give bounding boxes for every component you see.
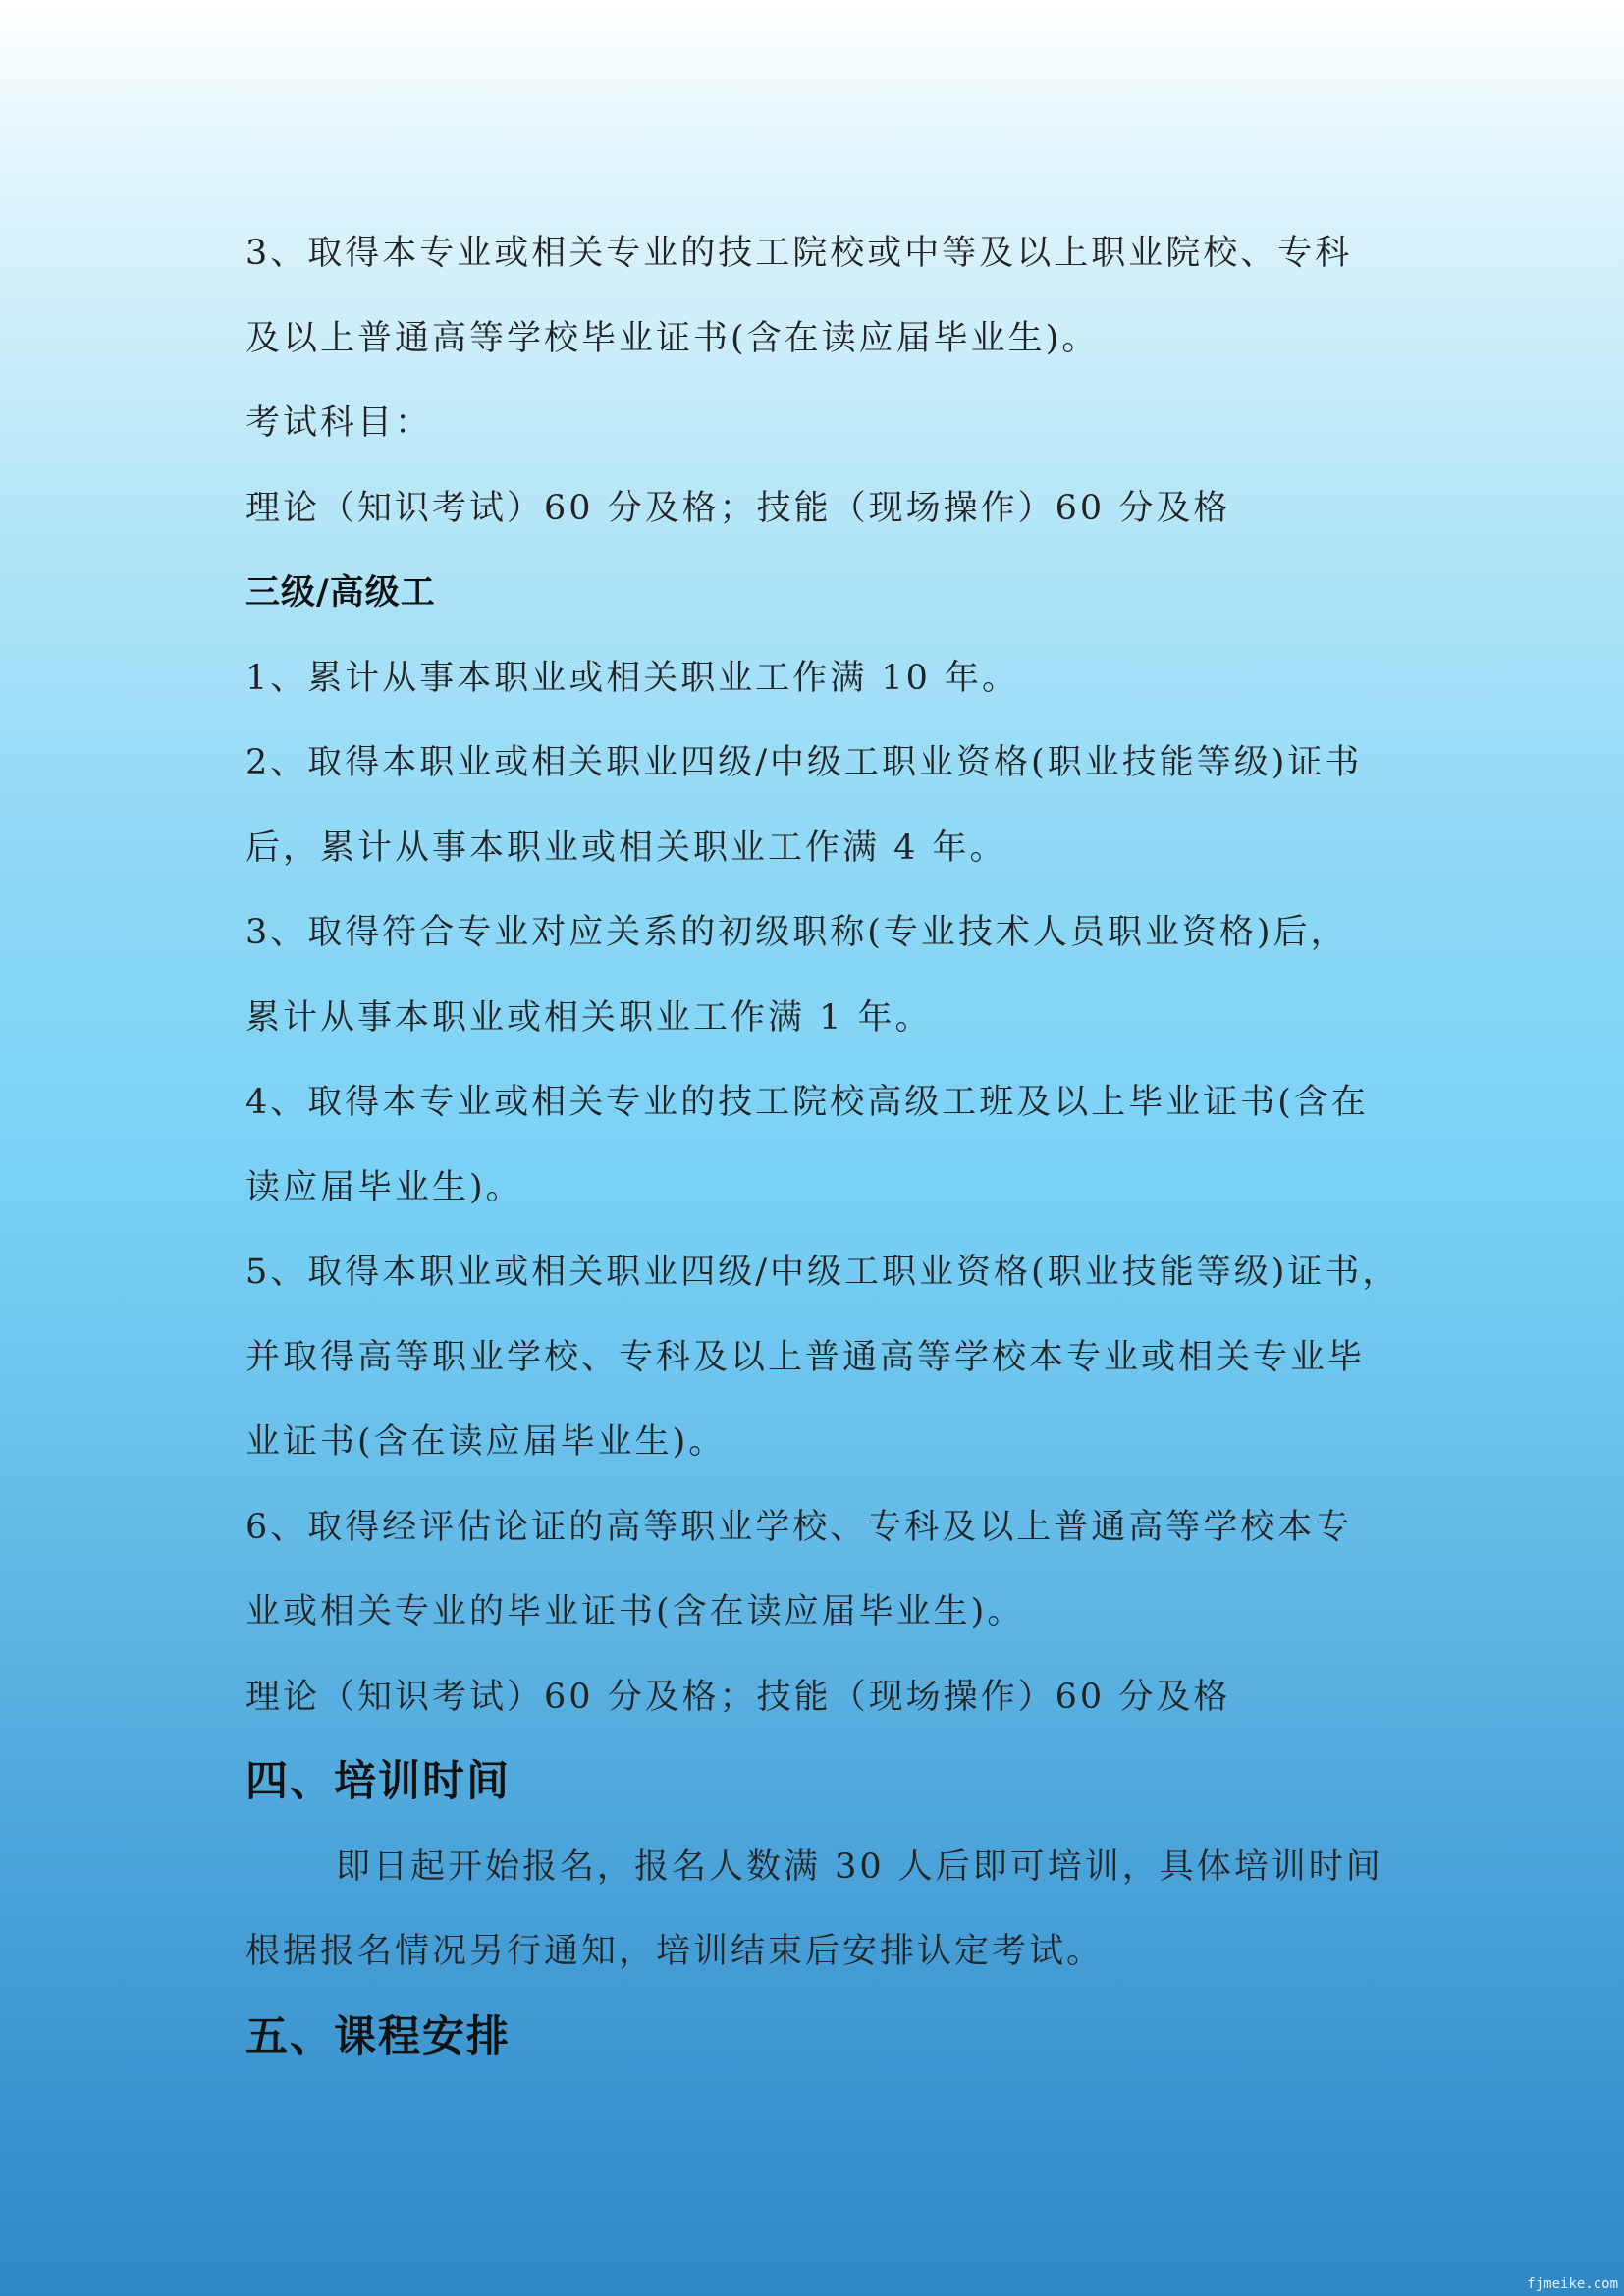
level3-condition-6-cont: 业或相关专业的毕业证书(含在读应届毕业生)。 — [245, 1592, 1025, 1631]
training-time-paragraph: 即日起开始报名，报名人数满 30 人后即可培训，具体培训时间 — [336, 1846, 1383, 1887]
level3-condition-6: 6、取得经评估论证的高等职业学校、专科及以上普通高等学校本专 — [245, 1507, 1353, 1547]
level3-condition-2: 2、取得本职业或相关职业四级/中级工职业资格(职业技能等级)证书 — [245, 743, 1363, 782]
level3-condition-5-cont: 并取得高等职业学校、专科及以上普通高等学校本专业或相关专业毕 — [245, 1337, 1366, 1377]
level3-condition-5-cont: 业证书(含在读应届毕业生)。 — [245, 1422, 727, 1462]
level3-condition-4: 4、取得本专业或相关专业的技工院校高级工班及以上毕业证书(含在 — [245, 1083, 1369, 1122]
watermark: fjmeike.com — [1527, 2276, 1618, 2292]
level3-heading: 三级/高级工 — [245, 573, 436, 613]
level3-condition-3-cont: 累计从事本职业或相关职业工作满 1 年。 — [245, 997, 933, 1038]
section-heading-course-schedule: 五、课程安排 — [245, 2011, 511, 2061]
level3-condition-2-cont: 后，累计从事本职业或相关职业工作满 4 年。 — [245, 828, 1007, 868]
passing-criteria: 理论（知识考试）60 分及格；技能（现场操作）60 分及格 — [245, 488, 1231, 528]
level3-condition-4-cont: 读应届毕业生)。 — [245, 1167, 523, 1207]
level3-passing-criteria: 理论（知识考试）60 分及格；技能（现场操作）60 分及格 — [245, 1677, 1231, 1717]
level3-condition-1: 1、累计从事本职业或相关职业工作满 10 年。 — [245, 658, 1020, 698]
body-line: 及以上普通高等学校毕业证书(含在读应届毕业生)。 — [245, 318, 1100, 358]
section-heading-training-time: 四、培训时间 — [245, 1757, 511, 1806]
exam-subjects-label: 考试科目： — [245, 403, 433, 443]
body-line: 3、取得本专业或相关专业的技工院校或中等及以上职业院校、专科 — [245, 234, 1353, 273]
level3-condition-5: 5、取得本职业或相关职业四级/中级工职业资格(职业技能等级)证书， — [245, 1253, 1400, 1292]
level3-condition-3: 3、取得符合专业对应关系的初级职称(专业技术人员职业资格)后， — [245, 913, 1348, 952]
training-time-paragraph-cont: 根据报名情况另行通知，培训结束后安排认定考试。 — [245, 1932, 1105, 1971]
document-page — [245, 211, 1404, 2079]
